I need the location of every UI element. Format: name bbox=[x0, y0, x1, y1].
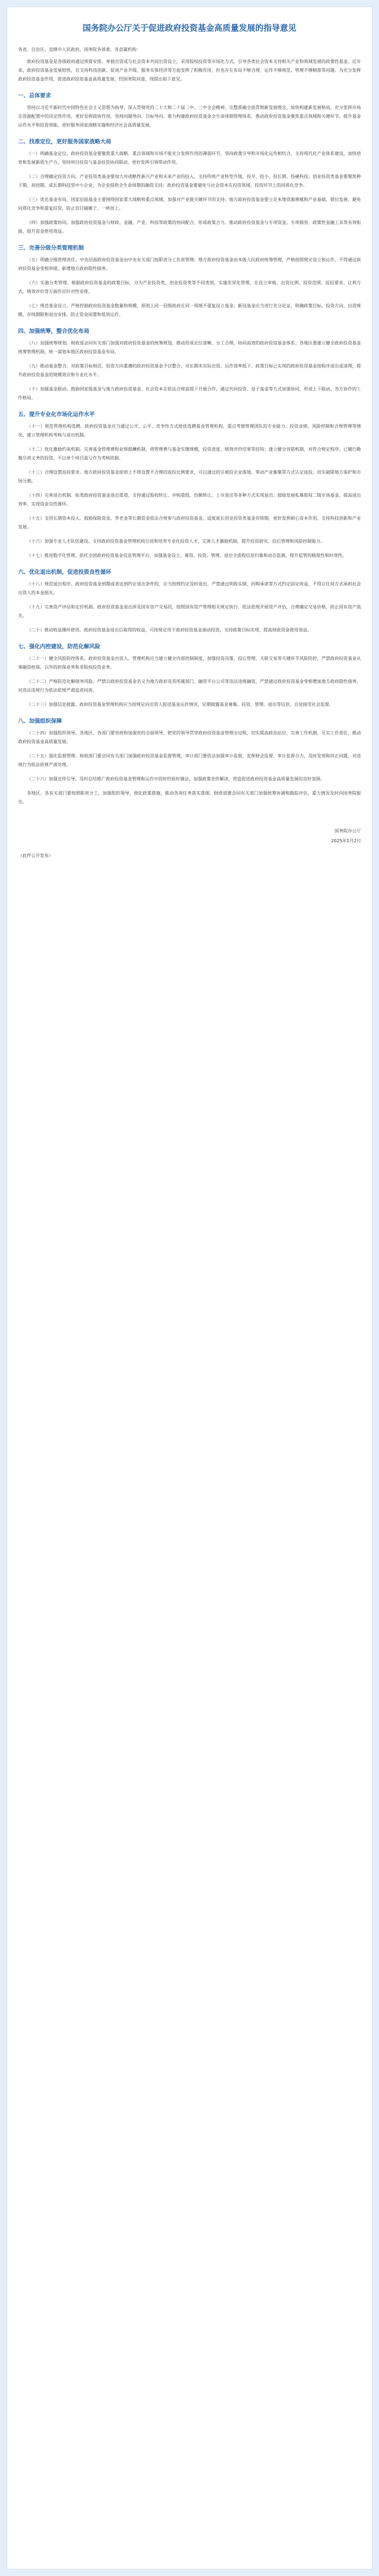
section-paragraph: （四）加强政策协同。加强政府投资基金与财政、金融、产业、科技等政策的协同配合，形成政策合力。推动政府投资基金与专项资金、专项债券、政策性金融工具等有效衔接，提升资金使用效益。 bbox=[18, 220, 361, 234]
document-page bbox=[7, 7, 372, 2569]
section-paragraph: （十一）规范管理机构选聘。政府投资基金应当通过公开、公平、竞争性方式择优选聘基金管理机构，重点考察管理团队的专业能力、投资业绩、风险控制和合规管理等情况，建立管理机构考核与退出机制。 bbox=[18, 424, 361, 438]
section-paragraph: （十六）加强专业人才队伍建设。支持政府投资基金管理机构引进和培养专业化投资人才，完善人才激励机制，提升投资研究、投后管理和风险控制能力。 bbox=[27, 539, 325, 544]
section-paragraph: （九）推动基金整合。对政策目标相近、投资方向重叠的政府投资基金予以整合，对长期未实际出资、运作效率低下、政策目标已实现的政府投资基金按程序退出或清理，提升政府投资基金的规模效应和专业化水平。 bbox=[18, 364, 361, 377]
section-paragraph: （十九）完善资产评估和定价机制。政府投资基金退出涉及国有资产交易的，按照国有资产管理相关规定执行，依法依规开展资产评估，合理确定交易价格，防止国有资产流失。 bbox=[18, 605, 361, 618]
section-paragraph: （十七）推进数字化管理。依托全国政府投资基金信息管理平台，加强基金设立、募资、投资、管理、退出全流程信息归集和动态监测，提升监管的精准性和时效性。 bbox=[27, 553, 347, 558]
section-paragraph: （二）合理确定投资方向。产业投资类基金要加大对战略性新兴产业和未来产业的投入，支持传统产业转型升级，投早、投小、投长期、投硬科技；创业投资类基金要聚焦种子期、初创期、成长期科技型中小企业，为企业提供全生命周期的融资支持；政府投资基金要避免与社会资本在投资领域、投资环节上的同质化竞争。 bbox=[18, 174, 361, 188]
section-paragraph: （二十一）健全风险防控体系。政府投资基金出资人、管理机构应当建立健全内部控制制度，加强投资决策、投后管理、关联交易等关键环节风险防控，严禁政府投资基金从事融资担保、以外的担保业务和非股权投资业务。 bbox=[18, 656, 361, 670]
section-heading: 四、加强统筹，整合优化布局 bbox=[18, 329, 89, 335]
section-paragraph: 坚持以习近平新时代中国特色社会主义思想为指导，深入贯彻党的二十大和二十届二中、三中全会精神，完整准确全面贯彻新发展理念，加快构建新发展格局，充分发挥市场在资源配置中的决定性作用，更好发挥政府作用，坚持问题导向、目标导向，着力构建政府投资基金全生命周期管理体系，推动政府投资基金聚焦重点领域和关键环节，提升基金运作水平和投资效能，更好服务国家战略实施和经济社会高质量发展。 bbox=[18, 105, 361, 128]
section-paragraph: （六）实施分类管理。根据政府投资基金的政策目标，分为产业投资类、创业投资类等不同类别，实施差异化管理，在设立审核、出资比例、投资范围、返投要求、让利方式、绩效评价等方面作出针对性安排。 bbox=[18, 280, 361, 294]
section-paragraph: （二十四）加强组织领导。各地区、各部门要坚持和加强党的全面领导，把党的领导贯穿政府投资基金管理全过程，切实提高政治站位，完善工作机制，压实工作责任，推动政府投资基金高质量发展。 bbox=[18, 731, 361, 744]
section-heading: 五、提升专业化市场化运作水平 bbox=[18, 412, 95, 418]
document-title: 国务院办公厅关于促进政府投资基金高质量发展的指导意见 bbox=[82, 23, 296, 33]
section-paragraph: （二十二）严格防范化解债务风险。严禁以政府投资基金名义为地方政府及其所属部门、融资平台公司等违法违规融资，严禁通过政府投资基金变相增加地方政府隐性债务，对违法违规行为依法依规严肃追责问责。 bbox=[18, 679, 361, 693]
section-paragraph: （二十六）加强宣传引导。及时总结推广政府投资基金管理和运作中的好经验好做法，加强政策宣传解读，营造促进政府投资基金高质量发展的良好氛围。 bbox=[27, 777, 325, 781]
signature-org: 国务院办公厅 bbox=[335, 829, 361, 833]
sections-container bbox=[18, 91, 361, 784]
section-paragraph: （五）明确分级管理责任。中央层面政府投资基金由中央有关部门按职责分工负责管理；地方政府投资基金由本级人民政府统筹管理，严格按照规定设立和运作，不得通过政府投资基金变相举债，新增地方政府隐性债务。 bbox=[18, 257, 361, 271]
section-paragraph: （一）明确基金定位。政府投资基金要聚焦重大战略、重点领域和市场不能充分发挥作用的薄弱环节，坚持政策引导和市场化运作相结合，支持现代化产业体系建设，加快培育和发展新质生产力，坚持项目投资与基金投资协同联动，更好发挥引领带动作用。 bbox=[18, 151, 361, 165]
addressees: 各省、自治区、直辖市人民政府，国务院各部委、各直属机构： bbox=[18, 47, 141, 52]
section-paragraph: （三）优化基金布局。国家层面基金主要围绕国家重大战略和重点领域，加强对产业链关键环节的支持；地方政府投资基金要立足本地资源禀赋和产业基础，错位发展，避免同质化竞争和重复投资，防止盲目铺摊子、一哄而上。 bbox=[18, 197, 361, 211]
document-body bbox=[7, 45, 372, 807]
section-heading: 七、强化内控建设，防范化解风险 bbox=[18, 644, 100, 650]
section-paragraph: （十四）完善退出机制。拓宽政府投资基金退出渠道，支持通过股权转让、并购重组、份额转让、上市退出等多种方式实现退出；鼓励发展私募股权二级市场基金，提高退出效率，实现资金良性循环。 bbox=[18, 493, 361, 507]
section-heading: 二、找准定位，更好服务国家战略大局 bbox=[18, 139, 111, 145]
section-heading: 六、优化退出机制，促进投资良性循环 bbox=[18, 570, 111, 576]
public-note: （此件公开发布） bbox=[18, 853, 53, 858]
section-heading: 三、完善分级分类管理机制 bbox=[18, 245, 84, 251]
section-heading: 八、加强组织保障 bbox=[18, 718, 62, 725]
signature-date: 2025年1月2日 bbox=[331, 838, 361, 843]
section-paragraph: （十三）合理设置返投要求。地方政府投资基金原则上不得设置不合理的返投比例要求，可以通过招引被投企业落地、带动产业集聚等方式认定返投，切实破除地方保护和市场分割。 bbox=[18, 470, 361, 484]
section-paragraph: （十）加强基金联动。鼓励国家级基金与地方政府投资基金、社会资本在依法合规前提下开展合作，通过共同投资、母子基金等方式加强协同，形成上下联动、各方协作的工作格局。 bbox=[18, 387, 361, 400]
section-heading: 一、总体要求 bbox=[18, 93, 51, 99]
section-paragraph: （十八）规范退出程序。政府投资基金到期或者达到约定退出条件的，应当按照约定及时退出，严禁通过明股实债、回购承诺等方式约定固定收益，不得以任何方式承担社会出资人的本金损失。 bbox=[18, 582, 361, 595]
intro-paragraph: 政府投资基金是各级政府通过预算安排，单独出资或与社会资本共同出资设立，采用股权投资等市场化方式，引导各类社会资本支持相关产业和领域发展的政策性基金。近年来，政府投资基金发展较快，在支持科技创新、促进产业升级、服务实体经济等方面发挥了积极作用，但也存在布局不够合理、运作不够规范、管理不够精准等问题。为充分发挥政府投资基金作用，促进政府投资基金高质量发展，经国务院同意，现提出如下意见。 bbox=[18, 59, 361, 82]
section-paragraph: （二十五）强化监督管理。财政部门要会同有关部门加强政府投资基金监督管理，审计部门要依法加强审计监督，发挥财会监督、审计监督合力，及时发现和纠正问题，对违规行为依法依规严肃处理。 bbox=[18, 754, 361, 767]
section-paragraph: （七）规范基金设立。严格控制政府投资基金数量和规模，原则上同一层级政府在同一领域不重复设立基金；新设基金应当进行充分论证，明确政策目标、投资方向、出资规模、存续期限和退出安排，防止资金闲置和低效运作。 bbox=[18, 303, 361, 317]
closing-paragraph: 各地区、各有关部门要按照职责分工，加强组织领导，细化政策措施，推动各项任务落实落细。财政部要会同有关部门加强统筹协调和跟踪评估，重大情况及时向国务院报告。 bbox=[18, 791, 361, 804]
section-paragraph: （十二）优化激励约束机制。完善基金管理费和业绩报酬机制，将管理费与基金实缴规模、投资进度、绩效评价结果等挂钩；建立健全容错机制，对符合规定程序、已履行勤勉尽责义务的投资，不以单个项目盈亏作为考核依据。 bbox=[18, 447, 361, 461]
signature-block bbox=[7, 812, 372, 846]
section-paragraph: （二十三）加强信息披露。政府投资基金管理机构应当按规定向出资人报送基金运作情况，定期披露基金募集、投资、管理、退出等信息，自觉接受社会监督。 bbox=[27, 702, 334, 707]
section-paragraph: （八）加强统筹规划。财政部会同有关部门加强对政府投资基金的统筹规划，推动形成定位清晰、分工合理、协同高效的政府投资基金体系；各地区要建立健全政府投资基金统筹管理机制，统一谋划本地区政府投资基金布局。 bbox=[18, 341, 361, 354]
section-paragraph: （十五）支持长期资本投入。鼓励保险资金、养老金等长期资金依法合规参与政府投资基金，适度延长创业投资类基金存续期，更好发挥耐心资本作用，支持科技创新和产业发展。 bbox=[18, 516, 361, 530]
section-paragraph: （二十）推动收益循环使用。政府投资基金退出后取得的收益，可按规定用于政府投资基金滚动投资，支持政策目标实现，提高财政资金使用效益。 bbox=[27, 628, 312, 633]
